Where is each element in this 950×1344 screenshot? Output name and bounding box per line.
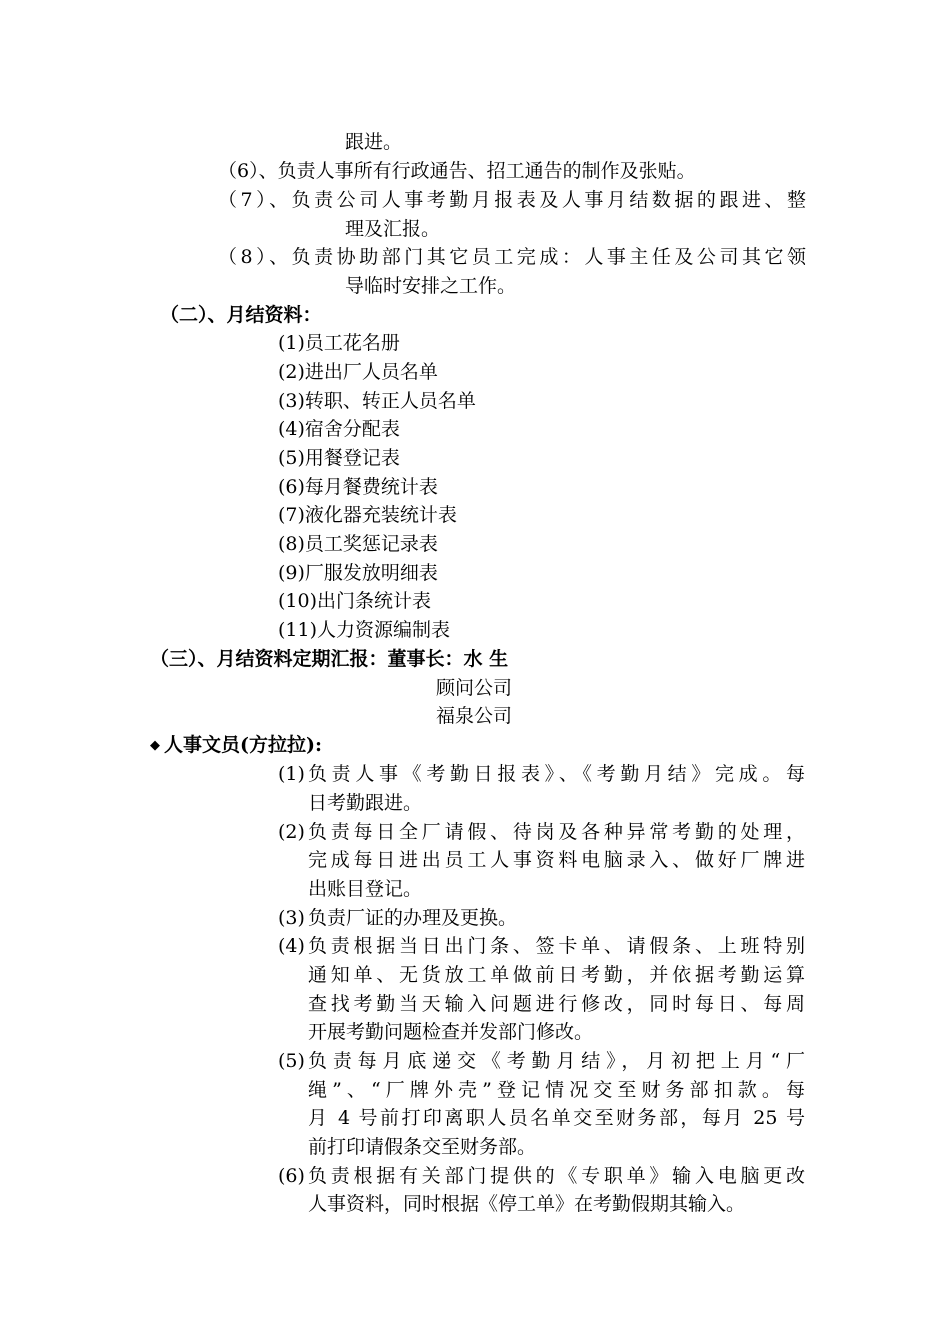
duty-item-7-line-1: （7）、负责公司人事考勤月报表及人事月结数据的跟进、整 [218,189,806,211]
clerk-item-1-line-1: 负责人事《考勤日报表》、《考勤月结》完成。每 [308,763,805,785]
item-number: (9) [278,562,305,584]
item-number: (1) [278,763,305,785]
list-item [278,387,476,415]
list-item [278,587,431,615]
item-text: 液化器充装统计表 [304,504,457,526]
duty-item-8-line-2: 导临时安排之工作。 [345,275,517,297]
clerk-item-5-line-4: 前打印请假条交至财务部。 [308,1136,537,1158]
item-text: 人力资源编制表 [317,619,451,641]
list-item [278,530,438,558]
item-number: (7) [278,504,305,526]
clerk-item-5-line-2: 绳”、“厂牌外壳”登记情况交至财务部扣款。每 [308,1079,805,1101]
list-item [278,501,457,529]
item-number: (2) [278,821,305,843]
clerk-item-4-line-1: 负责根据当日出门条、签卡单、请假条、上班特别 [308,935,805,957]
report-recipient: 顾问公司 [436,677,513,699]
item-text: 出门条统计表 [317,590,432,612]
list-item [278,559,438,587]
duty-item-7-line-2: 理及汇报。 [345,218,441,240]
clerk-heading-text: 人事文员(方拉拉): [164,734,322,756]
item-number: (6) [278,1165,305,1187]
item-number: (11) [278,619,318,641]
item-number: (3) [278,390,305,412]
clerk-item-1-line-2: 日考勤跟进。 [308,792,423,814]
item-number: (4) [278,418,305,440]
item-number: (5) [278,447,305,469]
clerk-item-6-line-1: 负责根据有关部门提供的《专职单》输入电脑更改 [308,1165,805,1187]
list-item [278,444,400,472]
list-item [278,329,400,357]
clerk-item-3-line-1: 负责厂证的办理及更换。 [308,907,518,929]
item-number: (1) [278,332,305,354]
clerk-item-4-line-3: 查找考勤当天输入问题进行修改，同时每日、每周 [308,993,805,1015]
item-number: (10) [278,590,318,612]
item-number: (5) [278,1050,305,1072]
duty-item-6: （6）、负责人事所有行政通告、招工通告的制作及张贴。 [218,160,696,182]
item-number: (3) [278,907,305,929]
clerk-item-2-line-1: 负责每日全厂请假、待岗及各种异常考勤的处理， [308,821,805,843]
list-item [278,473,438,501]
item-text: 进出厂人员名单 [304,361,438,383]
item-text: 员工奖惩记录表 [304,533,438,555]
clerk-item-5-line-1: 负责每月底递交《考勤月结》，月初把上月“厂 [308,1050,805,1072]
list-item [278,358,438,386]
item-text: 宿舍分配表 [304,418,400,440]
clerk-item-2-line-2: 完成每日进出员工人事资料电脑录入、做好厂牌进 [308,849,805,871]
item-number: (8) [278,533,305,555]
list-item [278,415,400,443]
report-recipient: 福泉公司 [436,705,513,727]
item-number: (4) [278,935,305,957]
item-text: 每月餐费统计表 [304,476,438,498]
clerk-item-4-line-2: 通知单、无货放工单做前日考勤，并依据考勤运算 [308,964,805,986]
clerk-item-6-line-2: 人事资料，同时根据《停工单》在考勤假期其输入。 [308,1193,746,1215]
duty-item-8-line-1: （8）、负责协助部门其它员工完成：人事主任及公司其它领 [218,246,806,268]
item-6-prev-tail: 跟进。 [345,131,403,153]
clerk-item-5-line-3: 月 4 号前打印离职人员名单交至财务部，每月 25 号 [308,1107,805,1129]
clerk-heading [150,731,322,760]
item-text: 厂服发放明细表 [304,562,438,584]
list-item [278,616,450,644]
section-2-heading: （二）、月结资料： [160,304,322,326]
item-number: (2) [278,361,305,383]
item-text: 员工花名册 [304,332,400,354]
section-3-heading: （三）、月结资料定期汇报：董事长：水 生 [150,648,509,670]
item-text: 转职、转正人员名单 [304,390,476,412]
clerk-item-2-line-3: 出账目登记。 [308,878,423,900]
clerk-item-4-line-4: 开展考勤问题检查并发部门修改。 [308,1021,594,1043]
item-number: (6) [278,476,305,498]
item-text: 用餐登记表 [304,447,400,469]
diamond-bullet-icon: ◆ [150,738,160,753]
